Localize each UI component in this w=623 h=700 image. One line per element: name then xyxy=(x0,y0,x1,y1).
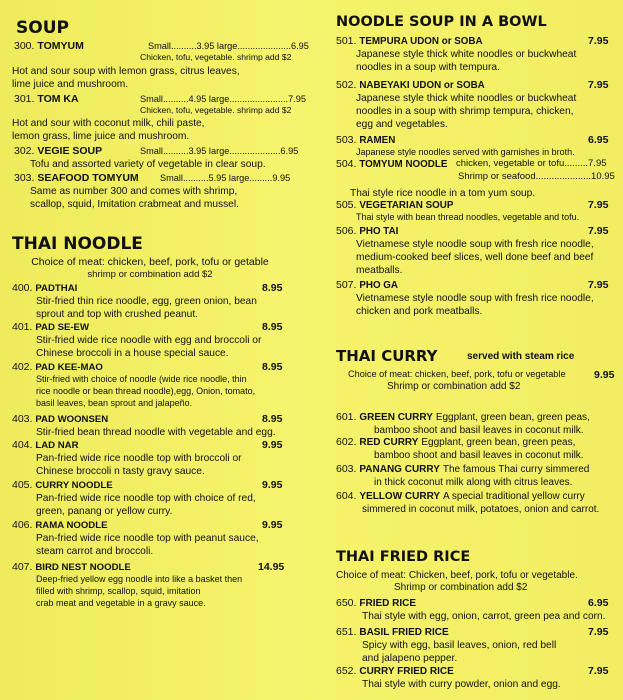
menu-item-506 xyxy=(336,225,398,238)
item-301-desc2: lemon grass, lime juice and mushroom. xyxy=(12,131,190,142)
item-price: 6.95 xyxy=(588,134,609,146)
item-desc-line: rice noodle or bean thread noodle),egg, Onion, tomato, xyxy=(36,386,256,396)
item-name: FRIED RICE xyxy=(359,598,417,609)
menu-item-651 xyxy=(336,626,449,639)
menu-item-502 xyxy=(336,79,485,92)
item-price: 7.95 xyxy=(588,79,609,91)
thai-curry-title: THAI CURRY xyxy=(336,347,438,365)
item-number: 507. xyxy=(336,279,357,291)
item-300-options: Chicken, tofu, vegetable. shrimp add $2 xyxy=(140,52,292,62)
item-number: 504. xyxy=(336,158,357,170)
item-desc-inline: A special traditional yellow curry xyxy=(443,491,585,502)
item-number: 501. xyxy=(336,35,357,47)
item-desc-line: Pan-fried wide rice noodle top with broccoli or xyxy=(36,453,242,464)
item-desc-line: Vietnamese style noodle soup with fresh rice noodle, xyxy=(356,239,594,250)
item-number: 502. xyxy=(336,79,357,91)
item-desc-line: Thai style with bean thread noodles, vegetable and tofu. xyxy=(356,212,580,222)
item-300-desc1: Hot and sour soup with lemon grass, citrus leaves, xyxy=(12,66,240,77)
item-number: 505. xyxy=(336,199,357,211)
item-desc-inline: The famous Thai curry simmered xyxy=(442,464,590,475)
item-desc-line: crab meat and vegetable in a gravy sauce. xyxy=(36,598,206,608)
item-desc-inline: Eggplant, green bean, green peas, xyxy=(421,437,576,448)
item-303-sizes: Small..........5.95 large.........9.95 xyxy=(160,173,291,183)
item-desc-line: medium-cooked beef slices, well done beef and beef xyxy=(356,252,594,263)
item-name: PANANG CURRY xyxy=(359,464,440,475)
menu-item-401 xyxy=(12,321,89,334)
item-name: RAMA NOODLE xyxy=(35,520,108,531)
menu-item-504 xyxy=(336,158,447,171)
item-number: 407. xyxy=(12,561,33,573)
fried-rice-choice1: Choice of meat: Chicken, beef, pork, tofu or vegetable. xyxy=(336,570,578,581)
item-name: PAD WOONSEN xyxy=(35,414,109,425)
item-number: 503. xyxy=(336,134,357,146)
menu-item-603 xyxy=(336,463,589,476)
item-desc-line: egg and vegetables. xyxy=(356,119,448,130)
item-desc-line: Japanese style thick white noodles or buckwheat xyxy=(356,49,577,60)
item-desc-line: Japanese style noodles served with garnishes in broth. xyxy=(356,147,575,157)
item-desc-line: meatballs. xyxy=(356,265,403,276)
menu-item-503 xyxy=(336,134,395,147)
item-desc-line: basil leaves, bean sprout and jalapeño. xyxy=(36,398,193,408)
thai-curry-choice1: Choice of meat: chicken, beef, pork, tofu or vegetable xyxy=(348,369,566,379)
menu-item-302: 302. VEGIE SOUP xyxy=(14,145,103,157)
menu-item-601 xyxy=(336,411,590,424)
menu-item-303: 303. SEAFOOD TOMYUM xyxy=(14,172,139,184)
item-number: 601. xyxy=(336,411,357,423)
item-name: CURRY FRIED RICE xyxy=(359,666,454,677)
item-name: GREEN CURRY xyxy=(359,412,433,423)
item-desc-line: steam carrot and broccoli. xyxy=(36,546,154,557)
item-desc-line: Thai style with curry powder, onion and egg. xyxy=(362,679,561,690)
item-number: 604. xyxy=(336,490,357,502)
item-name: BASIL FRIED RICE xyxy=(359,627,449,638)
thai-noodle-choice1: Choice of meat: chicken, beef, pork, tofu or getable xyxy=(31,256,269,268)
menu-item-604 xyxy=(336,490,585,503)
item-desc-line: Japanese style thick white noodles or buckwheat xyxy=(356,93,577,104)
item-desc-line: Chinese broccoli n tasty gravy sauce. xyxy=(36,466,205,477)
item-302-sizes: Small..........3.95 large....................6.95 xyxy=(140,146,299,156)
item-desc-line: simmered in coconut milk, potatoes, onion and carrot. xyxy=(362,504,600,515)
item-price: 7.95 xyxy=(588,199,609,211)
thai-noodle-title: THAI NOODLE xyxy=(12,234,143,254)
item-number: 603. xyxy=(336,463,357,475)
item-option-1: chicken, vegetable or tofu.........7.95 xyxy=(456,158,607,169)
menu-item-407 xyxy=(12,561,131,574)
item-desc-line: Stir-fried with choice of noodle (wide rice noodle, thin xyxy=(36,374,247,384)
item-desc-line: chicken and pork meatballs. xyxy=(356,306,483,317)
thai-fried-rice-title: THAI FRIED RICE xyxy=(336,549,471,565)
item-303-desc1: Same as number 300 and comes with shrimp, xyxy=(30,186,238,197)
item-price: 8.95 xyxy=(262,361,283,373)
item-price: 14.95 xyxy=(258,561,285,573)
item-desc-line: sprout and top with crushed peanut. xyxy=(36,309,198,320)
item-name: LAD NAR xyxy=(35,440,79,451)
item-desc-line: Deep-fried yellow egg noodle into like a basket then xyxy=(36,574,243,584)
item-name: PHO GA xyxy=(359,280,399,291)
item-desc-line: Chinese broccoli in a house special sauce. xyxy=(36,348,229,359)
item-number: 402. xyxy=(12,361,33,373)
menu-item-301: 301. TOM KA xyxy=(14,93,79,105)
item-number: 405. xyxy=(12,479,33,491)
item-desc-line: bamboo shoot and basil leaves in coconut milk. xyxy=(374,450,584,461)
item-desc-line: Thai style with egg, onion, carrot, green pea and corn. xyxy=(362,611,606,622)
menu-item-652 xyxy=(336,665,454,678)
item-number: 506. xyxy=(336,225,357,237)
item-number: 401. xyxy=(12,321,33,333)
item-name: TOMYUM NOODLE xyxy=(359,159,448,170)
item-price: 6.95 xyxy=(588,597,609,609)
thai-curry-price: 9.95 xyxy=(594,369,615,381)
item-price: 9.95 xyxy=(262,519,283,531)
item-desc-line: noodles in a soup with shrimp tempura, chicken, xyxy=(356,106,574,117)
item-desc-line: green, panang or yellow curry. xyxy=(36,506,173,517)
item-price: 8.95 xyxy=(262,282,283,294)
item-price: 9.95 xyxy=(262,439,283,451)
menu-item-300: 300. TOMYUM xyxy=(14,40,84,52)
item-name: RED CURRY xyxy=(359,437,419,448)
item-name: VEGETARIAN SOUP xyxy=(359,200,454,211)
item-desc-line: Pan-fried wide rice noodle top with peanut sauce, xyxy=(36,533,259,544)
item-name: CURRY NOODLE xyxy=(35,480,113,491)
item-desc-line: Vietnamese style noodle soup with fresh rice noodle, xyxy=(356,293,594,304)
item-name: TEMPURA UDON or SOBA xyxy=(359,36,483,47)
menu-item-404 xyxy=(12,439,79,452)
item-name: RAMEN xyxy=(359,135,396,146)
item-number: 651. xyxy=(336,626,357,638)
item-desc-line: noodles in a soup with tempura. xyxy=(356,62,500,73)
item-number: 404. xyxy=(12,439,33,451)
item-number: 602. xyxy=(336,436,357,448)
item-desc-line: Thai style rice noodle in a tom yum soup. xyxy=(350,188,536,199)
item-name: PAD SE-EW xyxy=(35,322,90,333)
item-price: 9.95 xyxy=(262,479,283,491)
menu-item-505 xyxy=(336,199,453,212)
item-302-desc1: Tofu and assorted variety of vegetable in clear soup. xyxy=(30,159,266,170)
item-number: 403. xyxy=(12,413,33,425)
item-301-desc1: Hot and sour with coconut milk, chili paste, xyxy=(12,118,205,129)
menu-item-501 xyxy=(336,35,483,48)
item-name: PADTHAI xyxy=(35,283,78,294)
item-desc-line: and jalapeno pepper. xyxy=(362,653,458,664)
item-name: PHO TAI xyxy=(359,226,399,237)
item-name: PAD KEE-MAO xyxy=(35,362,103,373)
menu-item-403 xyxy=(12,413,108,426)
soup-title: SOUP xyxy=(16,18,69,38)
item-number: 652. xyxy=(336,665,357,677)
item-301-sizes: Small..........4.95 large.......................7.95 xyxy=(140,94,306,104)
item-price: 7.95 xyxy=(588,626,609,638)
menu-item-507 xyxy=(336,279,398,292)
item-number: 650. xyxy=(336,597,357,609)
item-desc-line: filled with shrimp, scallop, squid, imitation xyxy=(36,586,201,596)
noodle-soup-title: NOODLE SOUP IN A BOWL xyxy=(336,14,547,30)
item-price: 8.95 xyxy=(262,413,283,425)
thai-curry-choice2: Shrimp or combination add $2 xyxy=(387,381,521,392)
item-desc-line: Stir-fried thin rice noodle, egg, green onion, bean xyxy=(36,296,257,307)
item-option-2: Shrimp or seafood.....................10.95 xyxy=(458,171,615,182)
item-desc-line: Stir-fried wide rice noodle with egg and broccoli or xyxy=(36,335,262,346)
fried-rice-choice2: Shrimp or combination add $2 xyxy=(394,582,528,593)
item-price: 7.95 xyxy=(588,279,609,291)
menu-item-650 xyxy=(336,597,416,610)
item-desc-line: bamboo shoot and basil leaves in coconut milk. xyxy=(374,425,584,436)
thai-curry-subtitle: served with steam rice xyxy=(467,351,575,362)
item-name: NABEYAKI UDON or SOBA xyxy=(359,80,485,91)
item-300-desc2: lime juice and mushroom. xyxy=(12,79,129,90)
item-price: 7.95 xyxy=(588,665,609,677)
menu-item-402 xyxy=(12,361,103,374)
item-303-desc2: scallop, squid, Imitation crabmeat and mussel. xyxy=(30,199,239,210)
item-price: 8.95 xyxy=(262,321,283,333)
item-name: BIRD NEST NOODLE xyxy=(35,562,131,573)
item-desc-line: Pan-fried wide rice noodle top with choice of red, xyxy=(36,493,256,504)
thai-noodle-choice2: shrimp or combination add $2 xyxy=(87,269,213,280)
item-desc-inline: Eggplant, green bean, green peas, xyxy=(435,412,590,423)
item-301-options: Chicken, tofu, vegetable. shrimp add $2 xyxy=(140,105,292,115)
item-price: 7.95 xyxy=(588,35,609,47)
item-300-sizes: Small..........3.95 large.....................6.95 xyxy=(148,41,309,51)
menu-item-406 xyxy=(12,519,108,532)
menu-item-405 xyxy=(12,479,113,492)
menu-item-602 xyxy=(336,436,575,449)
menu-item-400 xyxy=(12,282,77,295)
item-desc-line: Spicy with egg, basil leaves, onion, red bell xyxy=(362,640,557,651)
item-number: 400. xyxy=(12,282,33,294)
item-price: 7.95 xyxy=(588,225,609,237)
item-name: YELLOW CURRY xyxy=(359,491,441,502)
item-desc-line: in thick coconut milk along with citrus leaves. xyxy=(374,477,573,488)
item-number: 406. xyxy=(12,519,33,531)
item-desc-line: Stir-fried bean thread noodle with vegetable and egg. xyxy=(36,427,276,438)
